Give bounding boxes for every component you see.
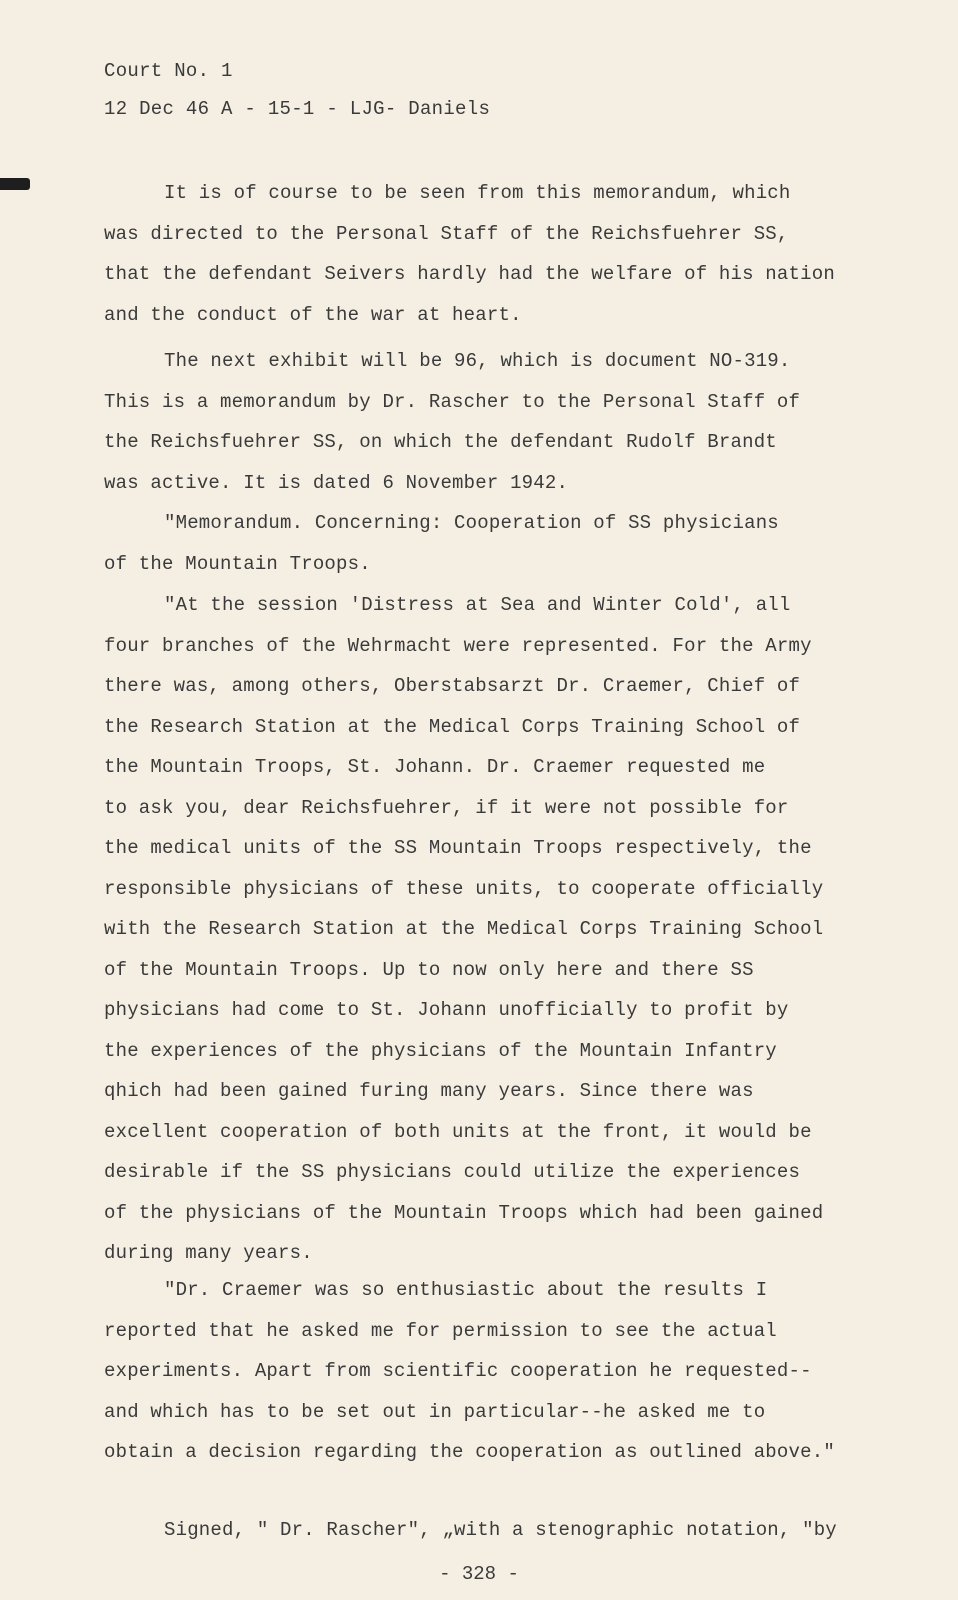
paragraph-exhibit-96: [104, 341, 894, 503]
text-line: and the conduct of the war at heart.: [104, 303, 522, 326]
text-line: there was, among others, Oberstabsarzt Dr. Craemer, Chief of: [104, 675, 801, 697]
text-line: Signed, " Dr. Rascher", „with a stenographic notation, "by: [164, 1519, 837, 1541]
text-line: the medical units of the SS Mountain Troops respectively, the: [104, 837, 812, 859]
text-line: was active. It is dated 6 November 1942.: [104, 471, 569, 494]
text-line: qhich had been gained furing many years. Since there was: [104, 1080, 754, 1102]
text-line: the Research Station at the Medical Corps Training School of: [104, 715, 801, 738]
text-line: "Memorandum. Concerning: Cooperation of SS physicians: [164, 512, 779, 534]
margin-ink-mark: [0, 178, 30, 190]
text-line: This is a memorandum by Dr. Rascher to the Personal Staff of: [104, 390, 801, 413]
text-line: to ask you, dear Reichsfuehrer, if it were not possible for: [104, 796, 789, 819]
text-line: the Reichsfuehrer SS, on which the defendant Rudolf Brandt: [104, 431, 777, 453]
text-line: experiments. Apart from scientific cooperation he requested--: [104, 1360, 812, 1382]
text-line: was directed to the Personal Staff of the Reichsfuehrer SS,: [104, 222, 789, 245]
text-line: of the physicians of the Mountain Troops which had been gained: [104, 1201, 824, 1224]
paragraph-craemer-request: [104, 1270, 894, 1473]
paragraph-signature: [104, 1510, 894, 1551]
paragraph-session-report: [104, 585, 894, 1274]
text-line: with the Research Station at the Medical Corps Training School: [104, 918, 824, 940]
text-line: It is of course to be seen from this memorandum, which: [164, 182, 791, 204]
session-reference: 12 Dec 46 A - 15-1 - LJG- Daniels: [104, 98, 491, 120]
text-line: the experiences of the physicians of the Mountain Infantry: [104, 1039, 777, 1062]
paragraph-memorandum-comment: [104, 173, 894, 335]
text-line: of the Mountain Troops.: [104, 552, 371, 575]
text-line: obtain a decision regarding the cooperation as outlined above.": [104, 1441, 835, 1463]
text-line: The next exhibit will be 96, which is document NO-319.: [164, 350, 791, 372]
text-line: "At the session 'Distress at Sea and Winter Cold', all: [164, 594, 791, 616]
text-line: of the Mountain Troops. Up to now only here and there SS: [104, 958, 754, 981]
text-line: the Mountain Troops, St. Johann. Dr. Craemer requested me: [104, 756, 766, 778]
text-line: that the defendant Seivers hardly had the welfare of his nation: [104, 263, 835, 285]
court-number: Court No. 1: [104, 60, 233, 82]
page-number: - 328 -: [439, 1563, 519, 1585]
text-line: excellent cooperation of both units at the front, it would be: [104, 1120, 812, 1143]
text-line: responsible physicians of these units, to cooperate officially: [104, 877, 824, 900]
text-line: during many years.: [104, 1242, 313, 1264]
text-line: four branches of the Wehrmacht were represented. For the Army: [104, 634, 812, 657]
text-line: and which has to be set out in particular--he asked me to: [104, 1400, 766, 1423]
text-line: reported that he asked me for permission to see the actual: [104, 1319, 777, 1342]
text-line: "Dr. Craemer was so enthusiastic about the results I: [164, 1279, 768, 1301]
text-line: physicians had come to St. Johann unofficially to profit by: [104, 999, 789, 1021]
text-line: desirable if the SS physicians could utilize the experiences: [104, 1161, 801, 1183]
paragraph-memorandum-subject: [104, 503, 894, 584]
